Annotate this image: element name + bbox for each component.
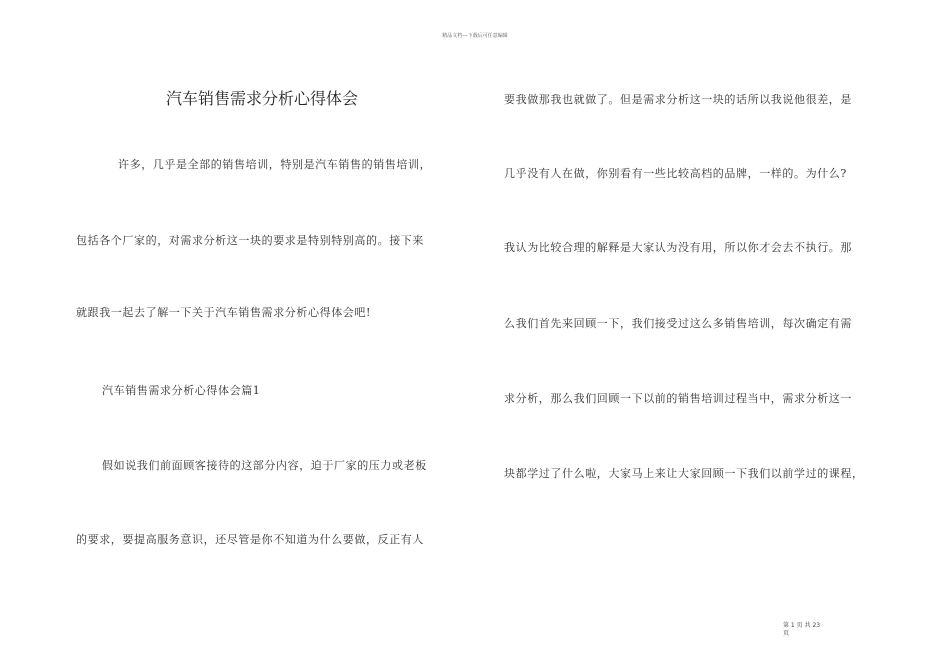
right-paragraph-line-6: 块都学过了什么啦，大家马上来让大家回顾一下我们以前学过的课程， [504,467,864,480]
right-paragraph-line-5: 求分析，那么我们回顾一下以前的销售培训过程当中，需求分析这一 [504,392,852,405]
right-paragraph-line-2: 几乎没有人在做，你别看有一些比较高档的品牌，一样的。为什么? [504,167,847,180]
page-number [783,622,843,638]
right-paragraph-line-1: 要我做那我也就做了。但是需求分析这一块的话所以我说他很差，是 [504,93,852,106]
left-paragraph-line-2: 包括各个厂家的，对需求分析这一块的要求是特别特别高的。接下来 [76,234,424,247]
left-paragraph-line-5: 的要求，要提高服务意识，还尽管是你不知道为什么要做，反正有人 [76,533,424,546]
left-paragraph-line-3: 就跟我一起去了解一下关于汽车销售需求分析心得体会吧! [76,306,372,319]
section-heading: 汽车销售需求分析心得体会篇1 [102,384,261,397]
right-paragraph-line-3: 我认为比较合理的解释是大家认为没有用，所以你才会去不执行。那 [504,241,852,254]
left-paragraph-line-1: 许多，几乎是全部的销售培训，特别是汽车销售的销售培训， [118,158,432,171]
document-title: 汽车销售需求分析心得体会 [165,89,358,108]
page-number-line-1: 第 1 页 共 23 [783,622,821,629]
page-header-banner: 精品文档---下载后可任意编辑 [442,33,508,39]
right-paragraph-line-4: 么我们首先来回顾一下，我们接受过这么多销售培训，每次确定有需 [504,317,852,330]
left-paragraph-line-4: 假如说我们前面顾客接待的这部分内容，迫于厂家的压力或老板 [102,459,427,472]
page-number-line-2: 页 [783,630,790,637]
